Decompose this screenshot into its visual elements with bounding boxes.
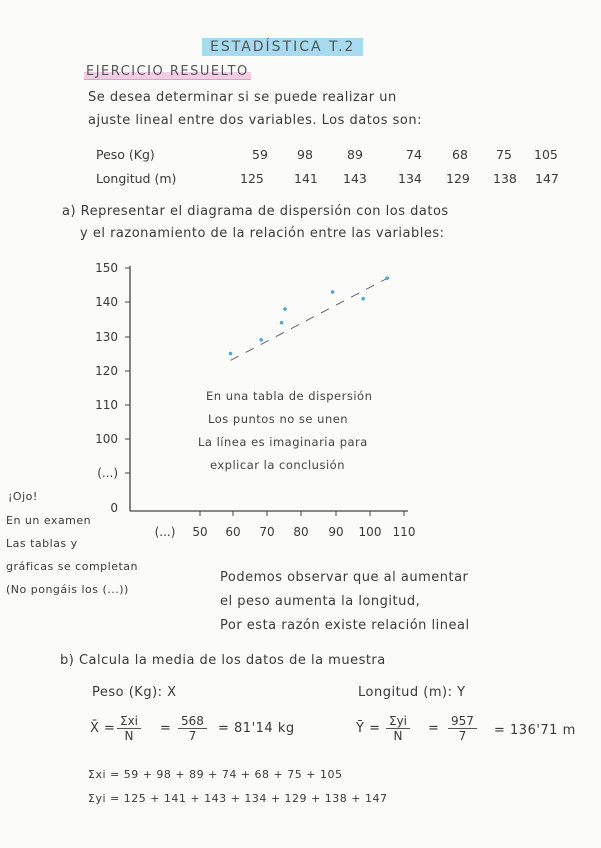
x-tick-label: 90 bbox=[328, 525, 344, 539]
part-a-line-1: a) Representar el diagrama de dispersión con los datos bbox=[62, 204, 449, 219]
mean-y-fraction-sum bbox=[386, 714, 410, 743]
mean-y-equals: = bbox=[428, 721, 440, 736]
x-tick-label: 60 bbox=[225, 525, 241, 539]
longitud-value: 147 bbox=[535, 171, 559, 186]
sum-x-expression: Σxi = 59 + 98 + 89 + 74 + 68 + 75 + 105 bbox=[88, 768, 343, 781]
data-point bbox=[331, 290, 335, 294]
intro-line-2: ajuste lineal entre dos variables. Los datos son: bbox=[88, 113, 422, 128]
part-b-heading: b) Calcula la media de los datos de la muestra bbox=[60, 653, 386, 668]
conclusion-line: Podemos observar que al aumentar bbox=[220, 570, 469, 585]
x-tick-label: 70 bbox=[259, 525, 275, 539]
mean-y-lhs: Ȳ = bbox=[356, 721, 381, 736]
y-tick-label: 140 bbox=[95, 295, 118, 309]
y-tick-label: 110 bbox=[95, 398, 118, 412]
side-note-line: (No pongáis los (...)) bbox=[6, 583, 129, 596]
peso-value: 68 bbox=[452, 147, 468, 162]
mean-y-label: Longitud (m): Y bbox=[358, 685, 466, 700]
longitud-value: 138 bbox=[493, 171, 517, 186]
chart-note: Los puntos no se unen bbox=[208, 412, 349, 426]
longitud-value: 141 bbox=[294, 171, 318, 186]
peso-value: 89 bbox=[347, 147, 363, 162]
y-tick-label: 0 bbox=[110, 501, 118, 515]
data-point bbox=[280, 321, 284, 325]
longitud-value: 129 bbox=[446, 171, 470, 186]
y-tick-label: (...) bbox=[97, 466, 118, 480]
fraction-denominator: 7 bbox=[188, 729, 197, 743]
x-tick-label: 50 bbox=[192, 525, 208, 539]
mean-x-label: Peso (Kg): X bbox=[92, 685, 177, 700]
chart-note: explicar la conclusión bbox=[210, 458, 345, 472]
side-note-line: Las tablas y bbox=[6, 537, 78, 550]
side-note-line: gráficas se completan bbox=[6, 560, 139, 573]
peso-value: 105 bbox=[534, 147, 558, 162]
mean-x-lhs: X̄ = bbox=[90, 721, 116, 736]
longitud-value: 125 bbox=[240, 171, 264, 186]
mean-x-fraction-sum bbox=[117, 714, 141, 743]
chart-note: La línea es imaginaria para bbox=[198, 435, 368, 449]
conclusion-line: Por esta razón existe relación lineal bbox=[220, 618, 470, 633]
side-note-line: En un examen bbox=[6, 514, 92, 527]
chart-note: En una tabla de dispersión bbox=[206, 389, 373, 403]
data-point bbox=[229, 352, 233, 356]
data-point bbox=[283, 307, 287, 311]
x-tick-label: 110 bbox=[392, 525, 416, 539]
fraction-numerator: 957 bbox=[448, 714, 477, 729]
y-tick-label: 100 bbox=[95, 432, 118, 446]
trend-line bbox=[231, 275, 394, 361]
peso-value: 74 bbox=[406, 147, 422, 162]
mean-x-equals: = bbox=[160, 721, 172, 736]
sum-y-expression: Σyi = 125 + 141 + 143 + 134 + 129 + 138 + 147 bbox=[88, 792, 388, 805]
x-tick-label: (...) bbox=[154, 525, 176, 539]
fraction-denominator: N bbox=[124, 729, 134, 743]
fraction-numerator: Σxi bbox=[117, 714, 141, 729]
side-note-line: ¡Ojo! bbox=[8, 490, 38, 503]
mean-x-fraction-values bbox=[178, 714, 207, 743]
fraction-denominator: 7 bbox=[458, 729, 467, 743]
peso-value: 75 bbox=[496, 147, 512, 162]
fraction-numerator: Σyi bbox=[386, 714, 410, 729]
mean-y-result: = 136'71 m bbox=[494, 723, 576, 738]
data-point bbox=[361, 297, 365, 301]
fraction-denominator: N bbox=[393, 729, 403, 743]
exercise-subtitle: EJERCICIO RESUELTO bbox=[86, 64, 249, 79]
y-tick-label: 120 bbox=[95, 364, 118, 378]
mean-y-fraction-values bbox=[448, 714, 477, 743]
conclusion-line: el peso aumenta la longitud, bbox=[220, 594, 421, 609]
longitud-value: 134 bbox=[398, 171, 422, 186]
peso-value: 59 bbox=[252, 147, 268, 162]
page-title: ESTADÍSTICA T.2 bbox=[202, 38, 363, 56]
y-tick-label: 130 bbox=[95, 330, 118, 344]
fraction-numerator: 568 bbox=[178, 714, 207, 729]
mean-x-result: = 81'14 kg bbox=[218, 721, 295, 736]
x-tick-label: 80 bbox=[293, 525, 309, 539]
peso-value: 98 bbox=[297, 147, 313, 162]
row-label-peso: Peso (Kg) bbox=[96, 147, 155, 162]
part-a-line-2: y el razonamiento de la relación entre las variables: bbox=[80, 226, 445, 241]
y-tick-label: 150 bbox=[95, 261, 118, 275]
data-point bbox=[385, 276, 389, 280]
intro-line-1: Se desea determinar si se puede realizar un bbox=[88, 90, 397, 105]
data-point bbox=[259, 338, 263, 342]
longitud-value: 143 bbox=[343, 171, 367, 186]
x-tick-label: 100 bbox=[358, 525, 382, 539]
row-label-longitud: Longitud (m) bbox=[96, 171, 177, 186]
